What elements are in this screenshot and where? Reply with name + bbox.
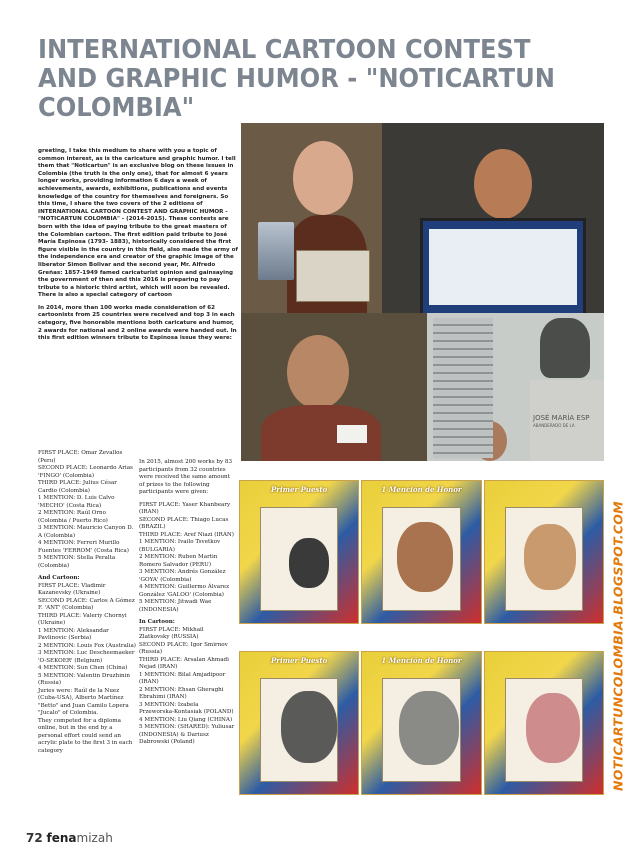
- result-line: THIRD PLACE: Valeriy Chornyi (Ukraine): [38, 612, 127, 626]
- result-line: Juries were: Raúl de la Nuez (Cuba-USA), Alberto Martínez "Betto" and Juan Camilo Lopera "Jucalo" of Colombia.: [38, 687, 129, 716]
- bust-statue-image: [540, 318, 590, 378]
- result-line: 2 MENTION: Ehsan Gheraghi Ebrahimi (IRAN): [139, 686, 224, 700]
- results-2014-column: [38, 450, 136, 755]
- headline-line-3: COLOMBIA": [38, 93, 195, 123]
- building-image: [433, 318, 493, 458]
- poster-artwork: [382, 678, 460, 782]
- result-line: 5 MENTION: Jitwadi Wae (INDONESIA): [139, 599, 212, 613]
- poster-label: 1 Mención de Honor: [381, 485, 462, 494]
- award-plaque-image: [296, 250, 370, 302]
- magazine-name-bold: fena: [46, 831, 77, 845]
- result-line: SECOND PLACE: Carlos A Gómez F. 'ANT' (Colombia): [38, 597, 135, 611]
- result-line: SECOND PLACE: Igor Smirnov (Russia): [139, 641, 228, 655]
- result-line: 2 MENTION: Raúl Orno (Colombia / Puerto Rico): [38, 510, 108, 524]
- result-line: SECOND PLACE: Leonardo Arias 'FINGO' (Colombia): [38, 465, 133, 479]
- result-line: 4 MENTION: Ferreri Murillo Fuentes 'FERROM' (Costa Rica): [38, 540, 129, 554]
- nameplate-line-1: JOSÉ MARÍA ESP: [533, 414, 590, 422]
- result-line: 3 MENTION: Luc Descheemaeker 'O-SEKOER' (Belgium): [38, 650, 135, 664]
- poster-2015-first-place: [239, 651, 359, 795]
- result-line: 4 MENTION: Sun Chen (China): [38, 665, 128, 671]
- result-line: 4 MENTION: Guillermo Álvarez González 'GALOO' (Colombia): [139, 584, 230, 598]
- poster-2015-third: [484, 651, 604, 795]
- headline: [38, 36, 559, 123]
- page-footer: [26, 831, 113, 845]
- result-line: SECOND PLACE: Thiago Lucas (BRAZIL): [139, 516, 229, 530]
- result-line: FIRST PLACE: Mikhail Zlatkovsky (RUSSIA): [139, 626, 204, 640]
- headline-line-2: AND GRAPHIC HUMOR - "NOTICARTUN: [38, 64, 555, 94]
- monument-nameplate: [533, 414, 603, 430]
- magazine-name-light: mizah: [76, 831, 113, 845]
- results-2015-column: [139, 459, 235, 747]
- intro-paragraph-1: greeting, I take this medium to share with you a topic of common interest, as is the caricature and graphic humor. I tell them that "Noticartun" is an exclusive blog on these issues in Colombia (the truth is the only one), that for almost 6 years longer works, providing information 6 days a week of achievements, awards, exhibitions, publications and events knowledge of the country for themselves and foreigners. So this time, I share the two covers of the 2 editions of INTERNATIONAL CARTOON CONTEST AND GRAPHIC HUMOR - "NOTICARTUN COLOMBIA" - (2014-2015). These contests are born with the idea of paying tribute to the great masters of the Colombian cartoon. The first edition paid tribute to José María Espinosa (1793- 1883), historically considered the first figure visible in the country in this field, also made the army of the independence era and creator of the graphic image of the liberator Simon Bolivar and the second year, Mr. Alfredo Greñas: 1857-1949 famed caricaturist opinion and gainsaying the government of then and this 2016 is preparing to pay tribute to a historic third artist, which will soon be revealed. There is also a special category of cartoon: [38, 148, 238, 299]
- result-line: 2 MENTION: Louis Fox (Australia): [38, 642, 136, 649]
- poster-2014-third: [484, 480, 604, 624]
- poster-artwork: [505, 507, 583, 611]
- poster-2015-first-mention: [361, 651, 481, 795]
- blog-url-vertical: [604, 446, 632, 846]
- category-heading: In Cartoon:: [139, 619, 175, 625]
- result-line: FIRST PLACE: Omar Zevallos (Peru): [38, 450, 123, 464]
- trophy-image: [258, 222, 294, 280]
- result-line: 3 MENTION: Andrés González 'GOYA' (Colombia): [139, 569, 226, 583]
- intro-paragraph-2: In 2014, more than 100 works made consideration of 62 cartoonists from 25 countries were received and top 3 in each category, five honorable mentions both caricature and humor, 2 awards for national and 2 online awards were handed out. In this first edition winners tribute to Espinosa issue they were:: [38, 304, 237, 342]
- result-line: 2 MENTION: Ruben Martin Romero Salvador (PERU): [139, 554, 218, 568]
- poster-2014-first-place: [239, 480, 359, 624]
- result-line: THIRD PLACE: Aref Niazi (IRAN): [139, 531, 234, 538]
- poster-artwork: [382, 507, 460, 611]
- result-line: 4 MENTION: Liu Qiang (CHINA): [139, 716, 233, 723]
- category-heading: And Cartoon:: [38, 575, 80, 581]
- poster-label: Primer Puesto: [271, 656, 328, 665]
- result-line: 1 MENTION: Ivailo Tsvetkov (BULGARIA): [139, 539, 221, 553]
- blog-url-text: NOTICARTUNCOLOMBIA.BLOGSPOT.COM: [610, 501, 626, 791]
- result-line: THIRD PLACE: Julius César Cardio (Colombia): [38, 480, 117, 494]
- posters-2015: [239, 651, 604, 795]
- result-line: FIRST PLACE: Yaser Khanbeary (IRAN): [139, 501, 231, 515]
- result-line: THIRD PLACE: Arsalan Ahmadi Nejad (IRAN): [139, 656, 229, 670]
- posters-2014: [239, 480, 604, 624]
- intro-text: [38, 148, 238, 348]
- photo-man-with-card: [241, 313, 427, 461]
- monitor-image: [420, 218, 586, 316]
- result-line: 3 MENTION: Mauricio Canyon D. A (Colombia): [38, 525, 134, 539]
- result-line: 5 MENTION: Valentin Druzhinin (Russia): [38, 672, 131, 686]
- result-line: 1 MENTION: Aleksandar Pavlinovic (Serbia): [38, 627, 109, 641]
- page-number: 72: [26, 831, 43, 845]
- result-line: 5 MENTION: Stella Peralta (Colombia): [38, 555, 116, 569]
- result-line: 1 MENTION: Bilal Amjadipoor (IRAN): [139, 671, 226, 685]
- poster-label: Primer Puesto: [271, 485, 328, 494]
- result-line: FIRST PLACE: Vladimir Kazanevsky (Ukraine): [38, 582, 106, 596]
- result-line: In 2015, almost 200 works by 83 participants from 32 countries were received the same amount of prizes to the following participants were given:: [139, 459, 233, 495]
- result-line: 3 MENTION: Izabela Przeworska-Kontasiak (POLAND): [139, 701, 234, 715]
- result-line: 1 MENTION: D. Luis Calvo 'MECHO' (Costa Rica): [38, 495, 115, 509]
- poster-artwork: [260, 507, 338, 611]
- poster-artwork: [260, 678, 338, 782]
- nameplate-line-2: ABANDERADO DE LA: [533, 423, 575, 428]
- result-line: They competed for a diploma online, but in the end by a personal effort could send an acrylic plate to the first 3 in each category: [38, 717, 133, 754]
- poster-label: 1 Mención de Honor: [381, 656, 462, 665]
- headline-line-1: INTERNATIONAL CARTOON CONTEST: [38, 35, 531, 65]
- poster-artwork: [505, 678, 583, 782]
- result-line: 5 MENTION: (SHARED): Yuliusar (INDONESIA) & Dariusz Dabrowski (Poland): [139, 724, 235, 745]
- poster-2014-first-mention: [361, 480, 481, 624]
